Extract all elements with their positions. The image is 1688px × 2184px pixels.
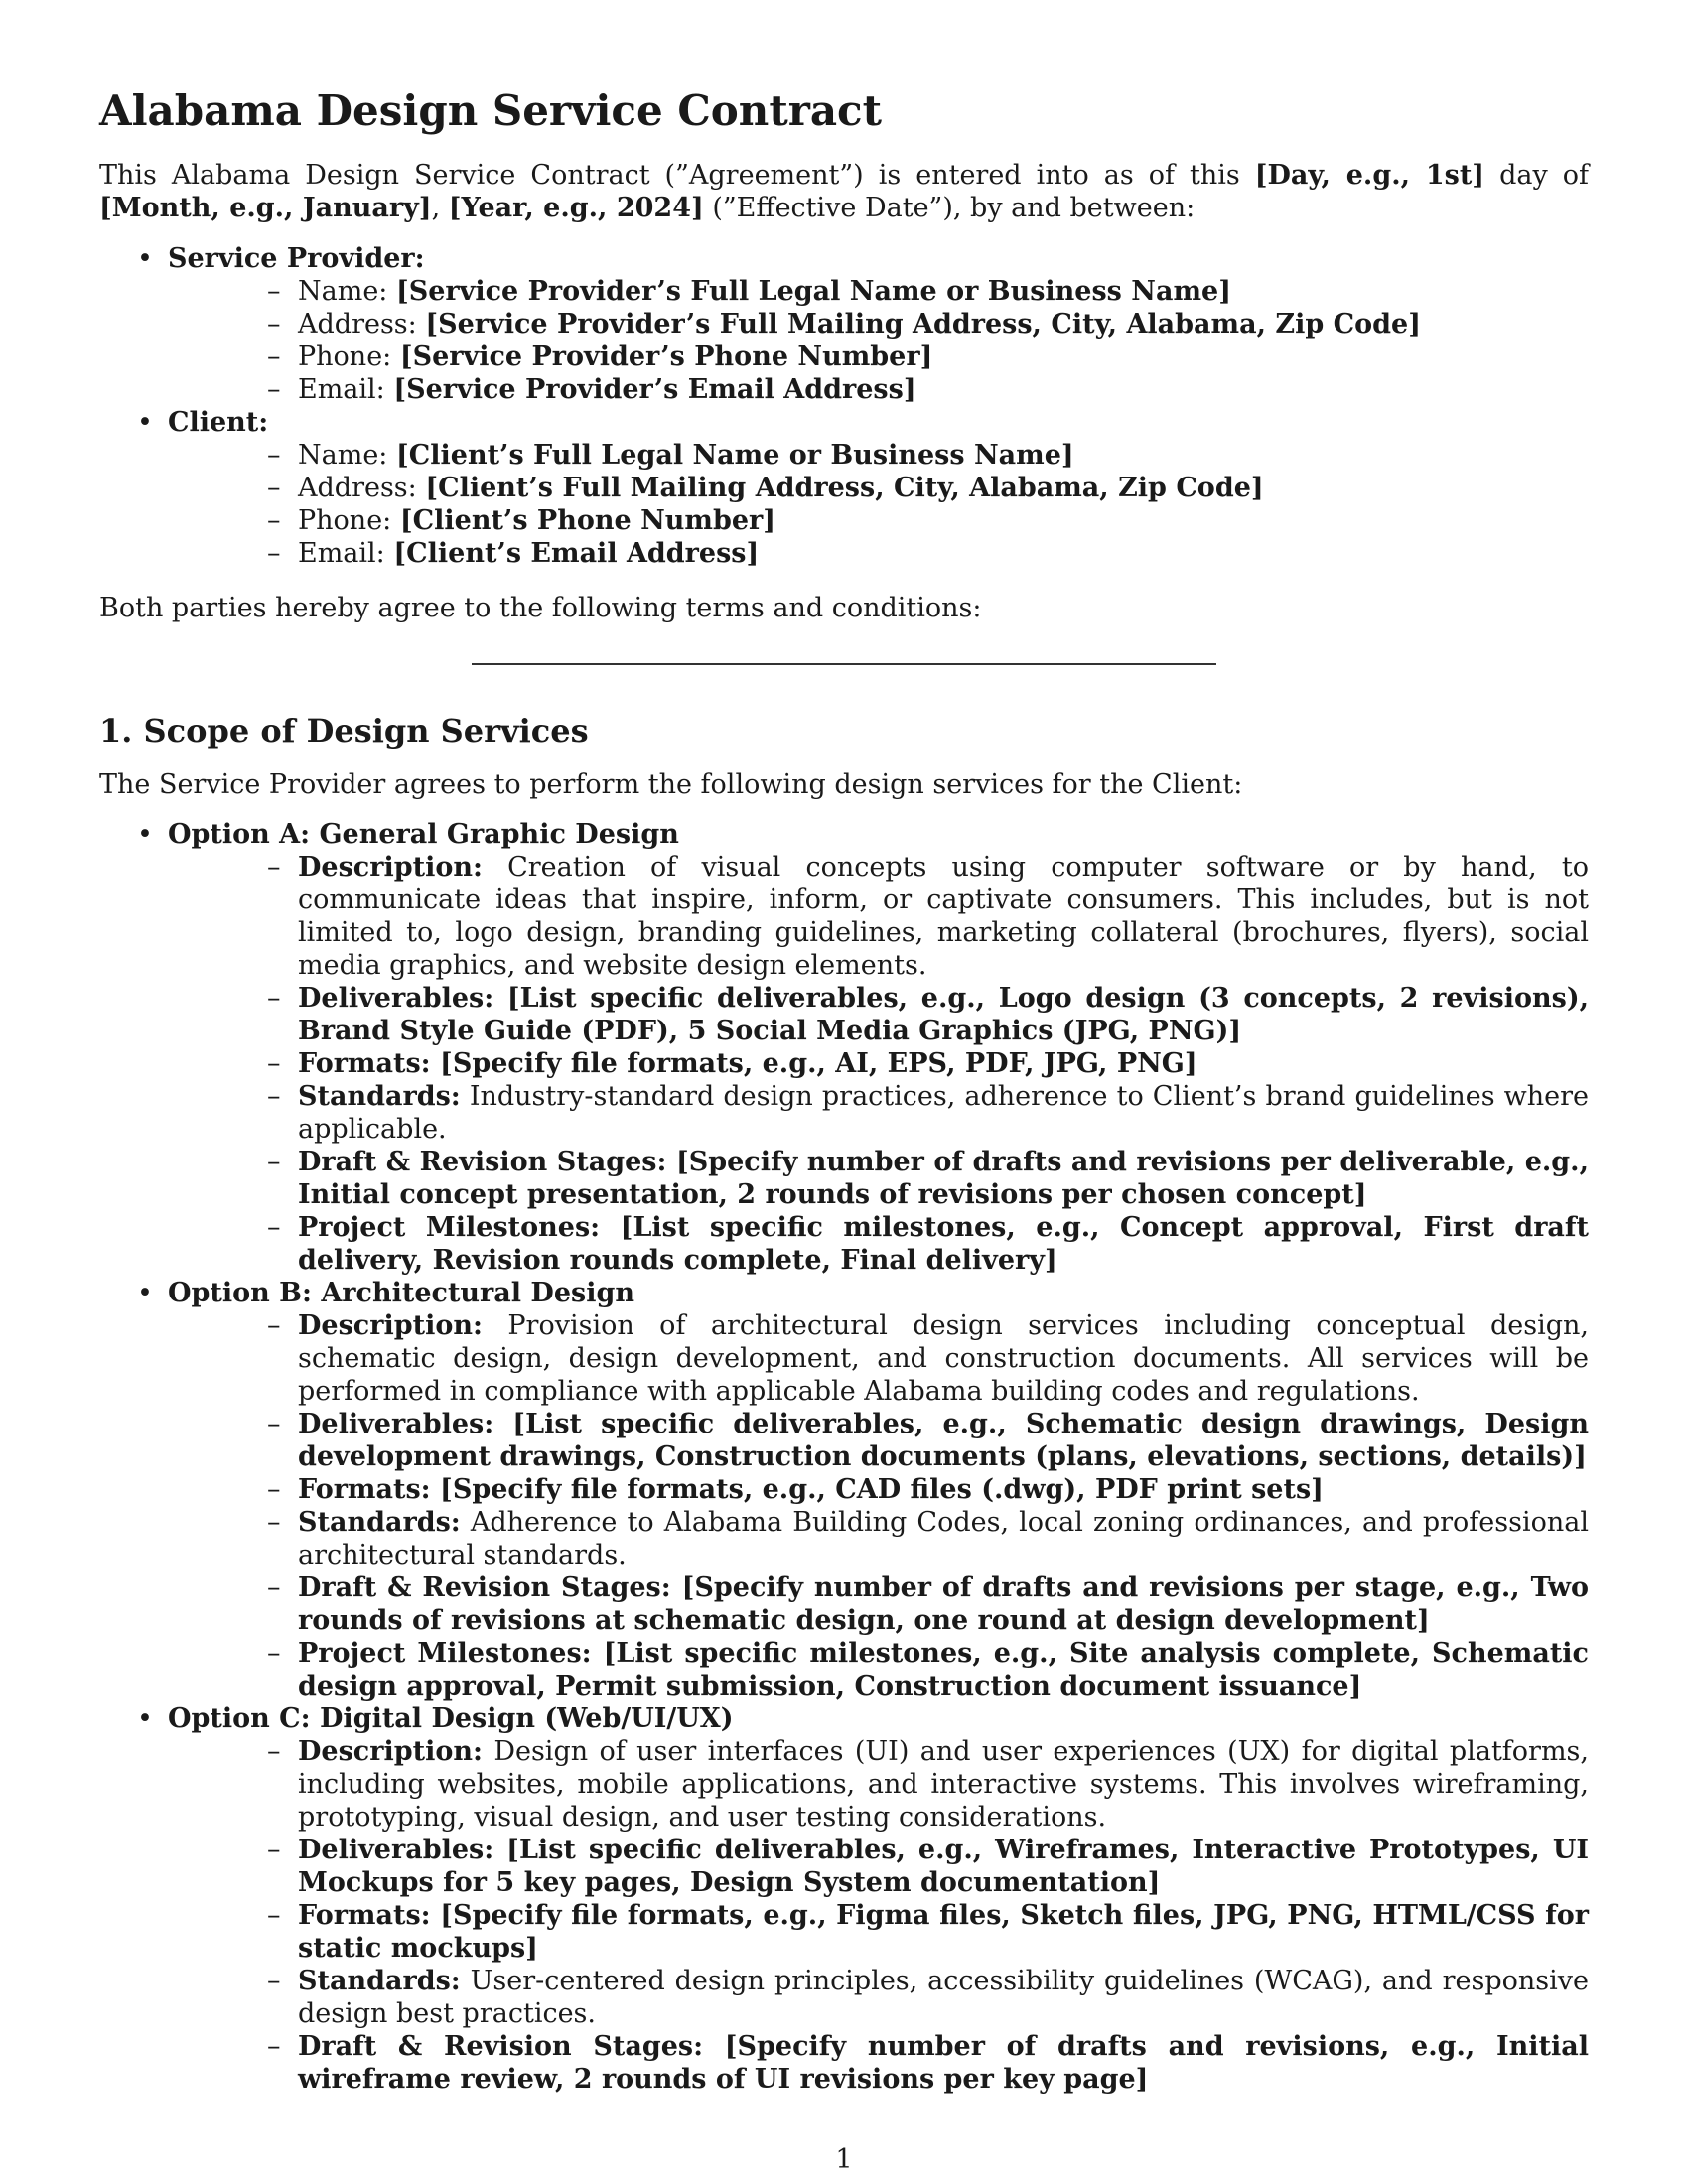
option-item-description — [168, 1735, 1589, 1834]
party-field-phone — [168, 341, 1589, 373]
option-item-revisions — [168, 1571, 1589, 1637]
party-heading: Client: — [168, 407, 269, 438]
party-client — [99, 406, 1589, 570]
option-item-revisions — [168, 1146, 1589, 1211]
party-fields — [168, 439, 1589, 570]
item-text: [List specific deliverables, e.g., Wireframes, Interactive Prototypes, UI Mockups for 5 key pages, Design System documentation] — [298, 1835, 1589, 1898]
option-a — [99, 818, 1589, 1277]
field-label: Name: — [298, 440, 396, 471]
option-title: Option B: Architectural Design — [168, 1278, 634, 1308]
item-label: Project Milestones: — [298, 1638, 592, 1669]
field-value: [Service Provider’s Email Address] — [393, 374, 916, 405]
field-label: Name: — [298, 276, 396, 307]
party-field-phone — [168, 504, 1589, 537]
intro-text-2: day of — [1484, 160, 1589, 191]
option-details — [168, 1735, 1589, 2096]
item-text: Provision of architectural design services including conceptual design, schematic design, design development, and construction documents. All services will be performed in compliance with applicable Alabama building codes and regulations. — [298, 1310, 1589, 1407]
option-item-formats — [168, 1899, 1589, 1965]
item-text: Design of user interfaces (UI) and user experiences (UX) for digital platforms, including websites, mobile applications, and interactive systems. This involves wireframing, prototyping, visual design, and user testing considerations. — [298, 1736, 1589, 1833]
item-text: [Specify file formats, e.g., Figma files, Sketch files, JPG, PNG, HTML/CSS for static mockups] — [298, 1900, 1589, 1964]
option-item-description — [168, 851, 1589, 982]
item-text: Adherence to Alabama Building Codes, local zoning ordinances, and professional architectural standards. — [298, 1507, 1589, 1570]
intro-year-placeholder: [Year, e.g., 2024] — [448, 193, 704, 223]
option-item-standards — [168, 1080, 1589, 1146]
field-label: Email: — [298, 538, 394, 569]
document-title: Alabama Design Service Contract — [99, 86, 883, 135]
option-item-formats — [168, 1047, 1589, 1080]
field-label: Phone: — [298, 341, 400, 372]
option-title: Option C: Digital Design (Web/UI/UX) — [168, 1704, 734, 1734]
item-label: Formats: — [298, 1900, 431, 1931]
option-title: Option A: General Graphic Design — [168, 819, 679, 850]
option-details — [168, 1309, 1589, 1703]
party-field-email — [168, 373, 1589, 406]
item-label: Standards: — [298, 1507, 461, 1538]
item-label: Draft & Revision Stages: — [298, 1147, 667, 1177]
option-item-deliverables — [168, 1834, 1589, 1899]
intro-paragraph — [99, 159, 1589, 224]
item-label: Description: — [298, 852, 483, 883]
option-details — [168, 851, 1589, 1277]
party-heading: Service Provider: — [168, 243, 425, 274]
option-c — [99, 1703, 1589, 2096]
item-label: Deliverables: — [298, 983, 494, 1014]
option-item-standards — [168, 1506, 1589, 1571]
item-text: [Specify file formats, e.g., CAD files (.dwg), PDF print sets] — [430, 1474, 1324, 1505]
party-field-name — [168, 439, 1589, 472]
item-label: Project Milestones: — [298, 1212, 601, 1243]
item-text: Creation of visual concepts using computer software or by hand, to communicate ideas that inspire, inform, or captivate consumers. This includes, but is not limited to, logo design, branding guidelines, marketing collateral (brochures, flyers), social media graphics, and website design elements. — [298, 852, 1589, 981]
option-item-formats — [168, 1473, 1589, 1506]
field-value: [Client’s Phone Number] — [399, 505, 776, 536]
item-text: [Specify file formats, e.g., AI, EPS, PDF, JPG, PNG] — [430, 1048, 1197, 1079]
item-text: [Specify number of drafts and revisions, e.g., Initial wireframe review, 2 rounds of UI revisions per key page] — [298, 2031, 1589, 2095]
item-text: Industry-standard design practices, adherence to Client’s brand guidelines where applicable. — [298, 1081, 1589, 1145]
item-label: Draft & Revision Stages: — [298, 2031, 704, 2062]
item-label: Formats: — [298, 1048, 431, 1079]
intro-text-3: , — [431, 193, 449, 223]
field-value: [Service Provider’s Phone Number] — [399, 341, 933, 372]
item-label: Formats: — [298, 1474, 431, 1505]
item-label: Description: — [298, 1736, 483, 1767]
party-field-email — [168, 537, 1589, 570]
item-text: [List specific deliverables, e.g., Schematic design drawings, Design development drawings, Construction documents (plans, elevations, sections, details)] — [298, 1409, 1589, 1472]
field-value: [Client’s Email Address] — [393, 538, 760, 569]
parties-list — [99, 242, 1589, 570]
field-label: Email: — [298, 374, 394, 405]
item-label: Draft & Revision Stages: — [298, 1572, 671, 1603]
intro-month-placeholder: [Month, e.g., January] — [99, 193, 432, 223]
item-text: [Specify number of drafts and revisions per deliverable, e.g., Initial concept presentation, 2 rounds of revisions per chosen concept] — [298, 1147, 1589, 1210]
item-label: Description: — [298, 1310, 483, 1341]
field-label: Phone: — [298, 505, 400, 536]
item-label: Standards: — [298, 1966, 461, 1996]
options-list — [99, 818, 1589, 2096]
option-item-milestones — [168, 1211, 1589, 1277]
option-item-deliverables — [168, 982, 1589, 1047]
field-label: Address: — [298, 473, 426, 503]
option-item-milestones — [168, 1637, 1589, 1703]
option-item-deliverables — [168, 1408, 1589, 1473]
intro-text-1: This Alabama Design Service Contract (”Agreement”) is entered into as of this — [99, 160, 1255, 191]
item-text: [Specify number of drafts and revisions per stage, e.g., Two rounds of revisions at schematic design, one round at design development] — [298, 1572, 1589, 1636]
field-label: Address: — [298, 309, 426, 340]
option-item-standards — [168, 1965, 1589, 2030]
section-intro: The Service Provider agrees to perform the following design services for the Client: — [99, 769, 1243, 800]
item-label: Standards: — [298, 1081, 461, 1112]
option-b — [99, 1277, 1589, 1703]
intro-text-4: (”Effective Date”), by and between: — [703, 193, 1196, 223]
section-divider — [472, 663, 1216, 665]
item-label: Deliverables: — [298, 1835, 494, 1865]
party-field-name — [168, 275, 1589, 308]
agreement-statement: Both parties hereby agree to the following terms and conditions: — [99, 593, 982, 623]
party-field-address — [168, 472, 1589, 504]
item-text: [List specific deliverables, e.g., Logo design (3 concepts, 2 revisions), Brand Style Guide (PDF), 5 Social Media Graphics (JPG, PNG)] — [298, 983, 1589, 1046]
page-number: 1 — [835, 2144, 853, 2175]
intro-day-placeholder: [Day, e.g., 1st] — [1254, 160, 1485, 191]
item-text: [List specific milestones, e.g., Concept approval, First draft delivery, Revision rounds complete, Final delivery] — [298, 1212, 1589, 1276]
item-label: Deliverables: — [298, 1409, 494, 1439]
section-heading: 1. Scope of Design Services — [99, 712, 589, 750]
option-item-description — [168, 1309, 1589, 1408]
party-field-address — [168, 308, 1589, 341]
item-text: User-centered design principles, accessibility guidelines (WCAG), and responsive design best practices. — [298, 1966, 1589, 2029]
item-text: [List specific milestones, e.g., Site analysis complete, Schematic design approval, Permit submission, Construction document issuance] — [298, 1638, 1589, 1702]
field-value: [Service Provider’s Full Mailing Address, City, Alabama, Zip Code] — [425, 309, 1421, 340]
field-value: [Client’s Full Mailing Address, City, Alabama, Zip Code] — [425, 473, 1264, 503]
party-service-provider — [99, 242, 1589, 406]
field-value: [Service Provider’s Full Legal Name or Business Name] — [395, 276, 1231, 307]
option-item-revisions — [168, 2030, 1589, 2096]
party-fields — [168, 275, 1589, 406]
field-value: [Client’s Full Legal Name or Business Name] — [395, 440, 1074, 471]
